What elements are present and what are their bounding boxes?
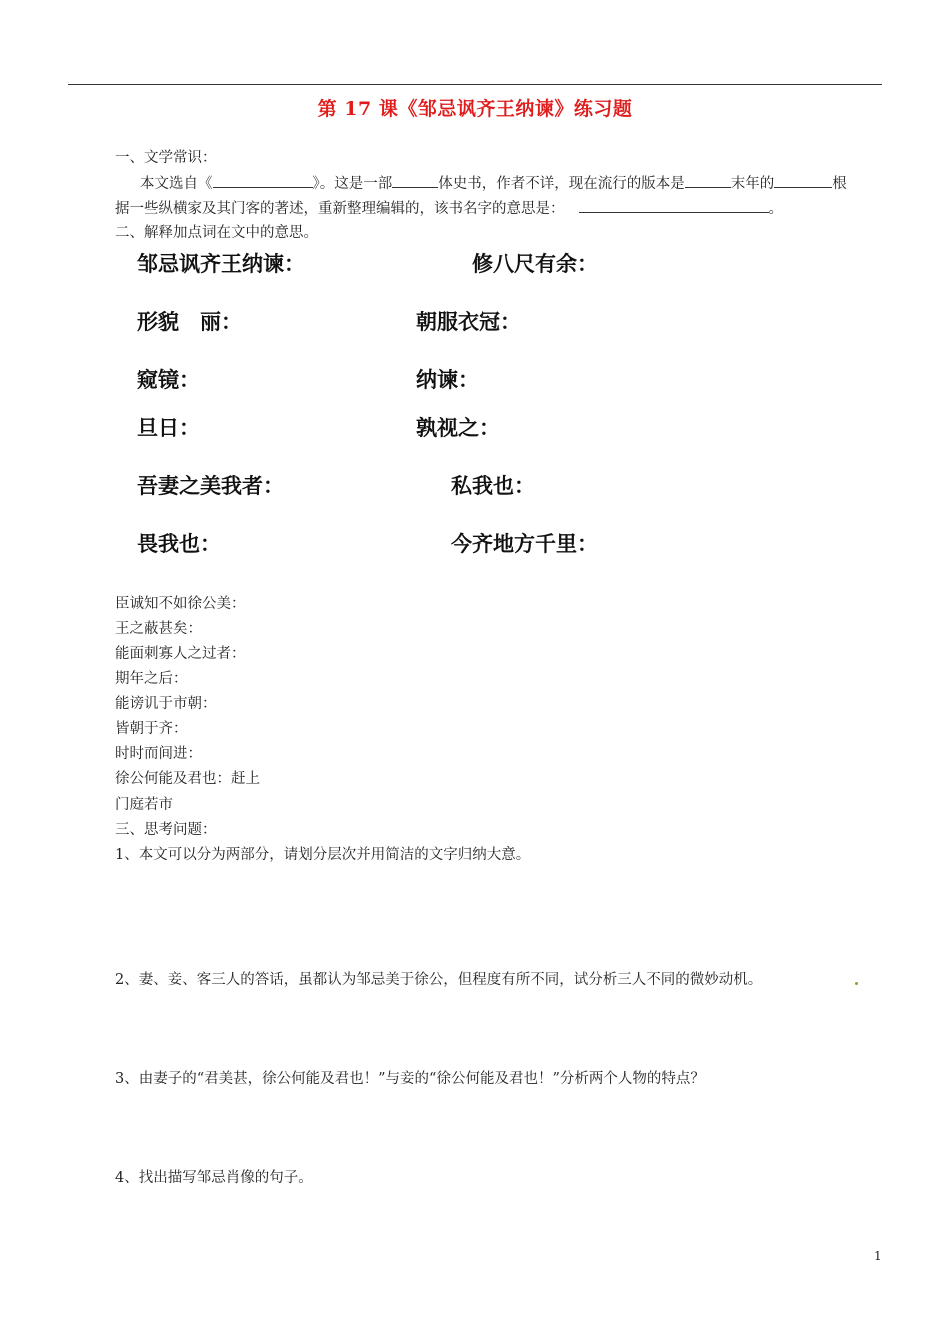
vocab-item: 修八尺有余： bbox=[472, 252, 598, 276]
question-item: 4、找出描写邹忌肖像的句子。 bbox=[115, 1170, 313, 1186]
vocab-item: 私我也： bbox=[451, 474, 535, 498]
vocab-item: 孰视之： bbox=[416, 416, 500, 440]
explain-item: 徐公何能及君也：赶上 bbox=[115, 771, 260, 787]
fill-blank-era[interactable] bbox=[685, 173, 731, 188]
explain-item: 门庭若市 bbox=[115, 797, 173, 813]
vocab-item: 窥镜： bbox=[137, 368, 200, 392]
explain-item: 王之蔽甚矣： bbox=[115, 621, 202, 637]
explain-item: 臣诚知不如徐公美： bbox=[115, 596, 246, 612]
question-item: 2、妻、妾、客三人的答话，虽都认为邹忌美于徐公，但程度有所不同，试分析三人不同的微妙动机。 bbox=[115, 972, 763, 988]
text-fragment: 本文选自《 bbox=[140, 176, 213, 192]
vocab-item: 纳谏： bbox=[416, 368, 479, 392]
stray-mark bbox=[855, 982, 858, 985]
fill-blank-source[interactable] bbox=[213, 173, 313, 188]
vocab-item: 朝服衣冠： bbox=[416, 310, 521, 334]
explain-item: 时时而间进： bbox=[115, 746, 202, 762]
text-fragment: 末年的 bbox=[730, 176, 775, 192]
section-heading-questions: 三、思考问题： bbox=[115, 822, 217, 838]
page-title: 第 17 课《邹忌讽齐王纳谏》练习题 bbox=[317, 98, 633, 120]
explain-item: 能谤讥于市朝： bbox=[115, 696, 217, 712]
text-fragment: 根 bbox=[832, 176, 847, 192]
header-rule bbox=[68, 84, 882, 85]
vocab-item: 旦日： bbox=[137, 416, 200, 440]
literature-line-1 bbox=[140, 173, 847, 194]
fill-blank-meaning[interactable] bbox=[579, 198, 769, 213]
vocab-item: 形貌 丽： bbox=[137, 310, 242, 334]
text-fragment: 据一些纵横家及其门客的著述，重新整理编辑的，该书名字的意思是： bbox=[115, 201, 565, 217]
text-fragment: 》。这是一部 bbox=[312, 176, 393, 192]
text-fragment: 体史书，作者不详，现在流行的版本是 bbox=[438, 176, 685, 192]
question-item: 3、由妻子的“君美甚，徐公何能及君也！”与妾的“徐公何能及君也！”分析两个人物的特点？ bbox=[115, 1071, 705, 1087]
question-item: 1、本文可以分为两部分，请划分层次并用简洁的文字归纳大意。 bbox=[115, 847, 531, 863]
fill-blank-editor[interactable] bbox=[774, 173, 832, 188]
explain-item: 皆朝于齐： bbox=[115, 721, 188, 737]
section-heading-literature: 一、文学常识： bbox=[115, 150, 217, 166]
explain-item: 期年之后： bbox=[115, 671, 188, 687]
page-number: 1 bbox=[874, 1249, 882, 1263]
vocab-item: 邹忌讽齐王纳谏： bbox=[137, 252, 305, 276]
vocab-item: 吾妻之美我者： bbox=[137, 474, 284, 498]
text-fragment: 。 bbox=[768, 201, 783, 217]
explain-item: 能面刺寡人之过者： bbox=[115, 646, 246, 662]
fill-blank-genre[interactable] bbox=[392, 173, 438, 188]
section-heading-explain: 二、解释加点词在文中的意思。 bbox=[115, 225, 318, 241]
vocab-item: 今齐地方千里： bbox=[451, 532, 598, 556]
literature-line-2 bbox=[115, 198, 783, 219]
vocab-item: 畏我也： bbox=[137, 532, 221, 556]
